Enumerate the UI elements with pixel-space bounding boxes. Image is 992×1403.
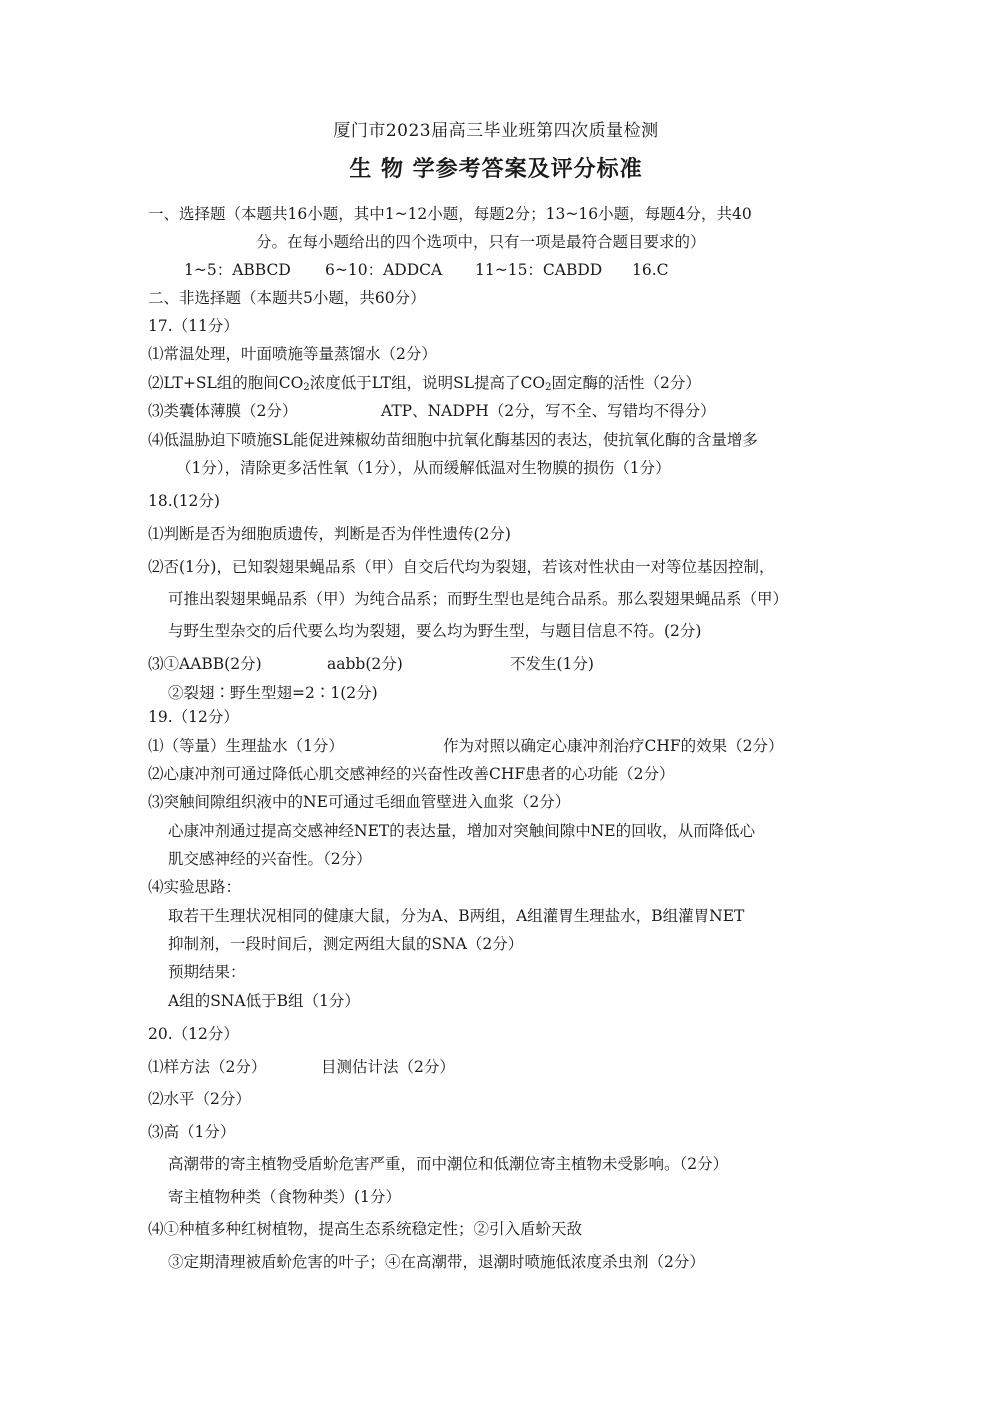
q18-line3a: ⑶①AABB(2分) <box>148 655 262 673</box>
q17-line3b: ATP、NADPH（2分，写不全、写错均不得分） <box>381 402 716 420</box>
q17-line1: ⑴常温处理，叶面喷施等量蒸馏水（2分） <box>148 345 437 363</box>
q19-heading: 19.（12分） <box>148 708 239 726</box>
q19-line1b: 作为对照以确定心康冲剂治疗CHF的效果（2分） <box>443 737 784 755</box>
mc-answers-6-10: 6~10：ADDCA <box>325 261 443 279</box>
section1-heading-cont: 分。在每小题给出的四个选项中，只有一项是最符合题目要求的） <box>256 233 706 251</box>
document-subtitle: 生 物 学参考答案及评分标准 <box>349 157 643 182</box>
q20-line6: ⑷①种植多种红树植物，提高生态系统稳定性；②引入盾蚧天敌 <box>148 1220 583 1238</box>
q17-line4: ⑷低温胁迫下喷施SL能促进辣椒幼苗细胞中抗氧化酶基因的表达，使抗氧化酶的含量增多 <box>148 431 758 449</box>
q19-line4-cont: 肌交感神经的兴奋性。（2分） <box>168 850 372 868</box>
q19-line5: ⑷实验思路： <box>148 878 242 896</box>
q20-line2: ⑵水平（2分） <box>148 1090 251 1108</box>
q20-line3: ⑶高（1分） <box>148 1123 236 1141</box>
q20-line5: 寄主植物种类（食物种类）(1分） <box>168 1188 401 1206</box>
q19-line4: 心康冲剂通过提高交感神经NET的表达量，增加对突触间隙中NE的回收，从而降低心 <box>168 822 756 840</box>
q17-line3a: ⑶类囊体薄膜（2分） <box>148 402 298 420</box>
q18-line4: ②裂翅∶野生型翅=2∶1(2分) <box>168 684 378 702</box>
q17-line2: ⑵LT+SL组的胞间$CO_2$浓度低于LT组，说明SL提高了$CO_2$固定酶的活性（2分） <box>148 374 701 393</box>
section2-heading: 二、非选择题（本题共5小题，共60分） <box>148 289 426 307</box>
q18-line1: ⑴判断是否为细胞质遗传，判断是否为伴性遗传(2分) <box>148 525 511 543</box>
q19-line6: 取若干生理状况相同的健康大鼠，分为A、B两组，A组灌胃生理盐水，B组灌胃NET <box>168 907 745 925</box>
q18-line2-cont1: 可推出裂翅果蝇品系（甲）为纯合品系；而野生型也是纯合品系。那么裂翅果蝇品系（甲） <box>168 590 789 608</box>
q18-line3b: aabb(2分) <box>327 655 403 673</box>
mc-answers-1-5: 1~5：ABBCD <box>184 261 291 279</box>
q19-line1a: ⑴（等量）生理盐水（1分） <box>148 737 344 755</box>
section1-heading: 一、选择题（本题共16小题，其中1~12小题，每题2分；13~16小题，每题4分，共40 <box>148 205 752 223</box>
q20-line7: ③定期清理被盾蚧危害的叶子；④在高潮带，退潮时喷施低浓度杀虫剂（2分） <box>168 1253 705 1271</box>
q18-line2-cont2: 与野生型杂交的后代要么均为裂翅，要么均为野生型，与题目信息不符。(2分) <box>168 622 702 640</box>
document-title: 厦门市2023届高三毕业班第四次质量检测 <box>333 121 659 141</box>
q20-line1a: ⑴样方法（2分） <box>148 1058 267 1076</box>
q17-heading: 17.（11分） <box>148 317 239 335</box>
q17-line4-cont: （1分），清除更多活性氧（1分），从而缓解低温对生物膜的损伤（1分） <box>176 459 671 477</box>
mc-answers-11-15: 11~15：CABDD <box>475 261 603 279</box>
q20-line4: 高潮带的寄主植物受盾蚧危害严重，而中潮位和低潮位寄主植物未受影响。（2分） <box>168 1155 729 1173</box>
q19-line6-cont: 抑制剂，一段时间后，测定两组大鼠的SNA（2分） <box>168 935 524 953</box>
q20-line1b: 目测估计法（2分） <box>321 1058 455 1076</box>
q18-line3c: 不发生(1分) <box>510 655 594 673</box>
mc-answer-16: 16.C <box>632 261 669 279</box>
q18-heading: 18.(12分) <box>148 492 220 510</box>
q19-line3: ⑶突触间隙组织液中的NE可通过毛细血管壁进入血浆（2分） <box>148 793 571 811</box>
q19-line8: A组的SNA低于B组（1分） <box>168 992 360 1010</box>
q20-heading: 20.（12分） <box>148 1025 239 1043</box>
q19-line7: 预期结果： <box>168 963 246 981</box>
q19-line2: ⑵心康冲剂可通过降低心肌交感神经的兴奋性改善CHF患者的心功能（2分） <box>148 765 675 783</box>
q18-line2: ⑵否(1分)，已知裂翅果蝇品系（甲）自交后代均为裂翅，若该对性状由一对等位基因控制， <box>148 558 775 576</box>
